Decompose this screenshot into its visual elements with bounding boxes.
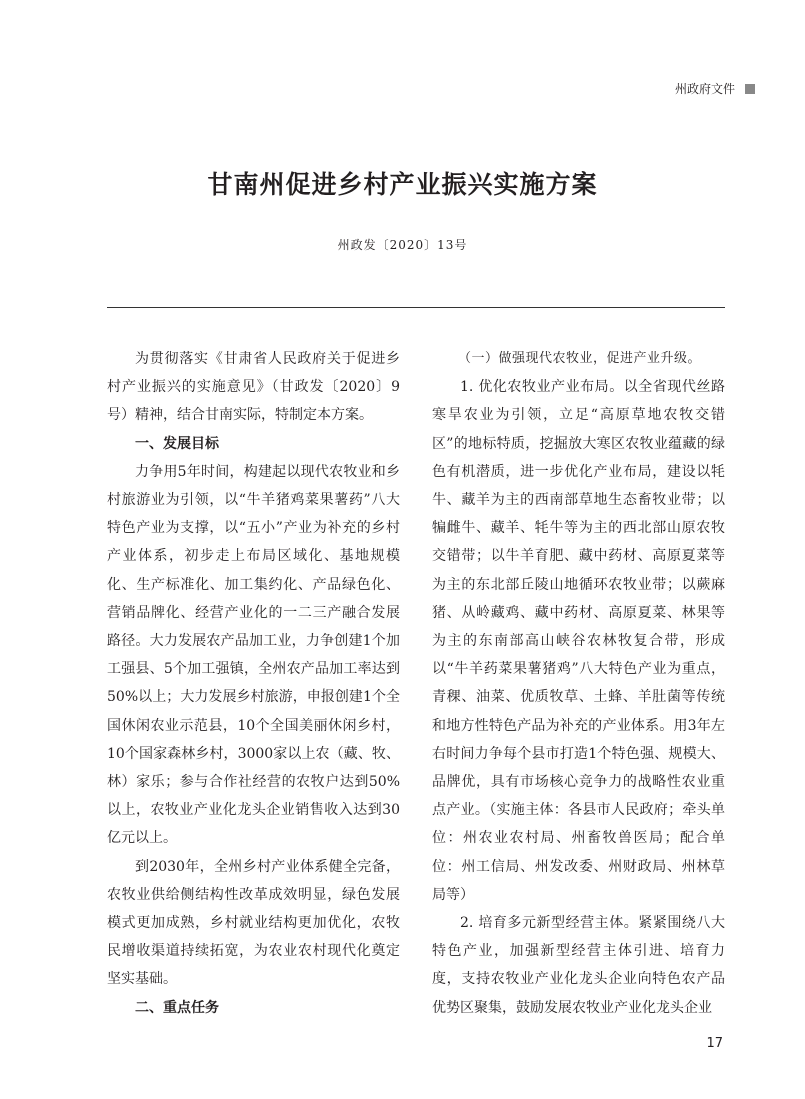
section-heading-goals: 一、发展目标 [135,435,219,452]
document-number: 州政发〔2020〕13号 [337,238,468,252]
title-divider [107,307,725,308]
goals-paragraph: 力争用5年时间，构建起以现代农牧业和乡村旅游业为引领，以“牛羊猪鸡菜果薯药”八大特色产业为支撑，以“五小”产业为补充的乡村产业体系，初步走上布局区域化、基地规模化、生产标准化、加工集约化、产品绿色化、营销品牌化、经营产业化的一二三产融合发展路径。大力发展农产品加工业，力争创建1个加工强县、5个加工强镇，全州农产品加工率达到50%以上；大力发展乡村旅游，申报创建1个全国休闲农业示范县，10个全国美丽休闲乡村，10个国家森林乡村，3000家以上农（藏、牧、林）家乐；参与合作社经营的农牧户达到50%以上，农牧业产业化龙头企业销售收入达到30亿元以上。 [107,463,400,847]
section-heading-tasks: 二、重点任务 [135,999,219,1016]
subsection-heading: （一）做强现代农牧业，促进产业升级。 [458,351,702,366]
left-column [107,345,400,1022]
task-item-1: 1. 优化农牧业产业布局。以全省现代丝路寒旱农业为引领，立足“高原草地农牧交错区”的地标特质，挖掘放大寒区农牧业蕴藏的绿色有机潜质，进一步优化产业布局，建设以牦牛、藏羊为主的西南部草地生态畜牧业带；以犏雌牛、藏羊、牦牛等为主的西北部山原农牧交错带；以牛羊育肥、藏中药材、高原夏菜等为主的东北部丘陵山地循环农牧业带；以蕨麻猪、从岭藏鸡、藏中药材、高原夏菜、林果等为主的东南部高山峡谷农林牧复合带，形成以“牛羊药菜果薯猪鸡”八大特色产业为重点，青稞、油菜、优质牧草、土蜂、羊肚菌等传统和地方性特色产品为补充的产业体系。用3年左右时间力争每个县市打造1个特色强、规模大、品牌优，具有市场核心竞争力的战略性农业重点产业。（实施主体：各县市人民政府；牵头单位：州农业农村局、州畜牧兽医局；配合单位：州工信局、州发改委、州财政局、州林草局等） [432,379,725,903]
right-column [432,345,725,1022]
intro-paragraph: 为贯彻落实《甘肃省人民政府关于促进乡村产业振兴的实施意见》（甘政发〔2020〕9号）精神，结合甘南实际，特制定本方案。 [107,351,400,424]
header-square-icon [745,84,755,94]
running-header-label: 州政府文件 [674,82,735,96]
goals-2030-paragraph: 到2030年，全州乡村产业体系健全完备，农牧业供给侧结构性改革成效明显，绿色发展模式更加成熟，乡村就业结构更加优化，农牧民增收渠道持续拓宽，为农业农村现代化奠定坚实基础。 [107,858,400,988]
running-header [675,80,755,97]
page-number: 17 [706,1036,723,1051]
page-title: 甘南州促进乡村产业振兴实施方案 [207,170,598,199]
task-item-2: 2. 培育多元新型经营主体。紧紧围绕八大特色产业，加强新型经营主体引进、培育力度，支持农牧业产业化龙头企业向特色农产品优势区聚集，鼓励发展农牧业产业化龙头企业 [432,915,725,1016]
